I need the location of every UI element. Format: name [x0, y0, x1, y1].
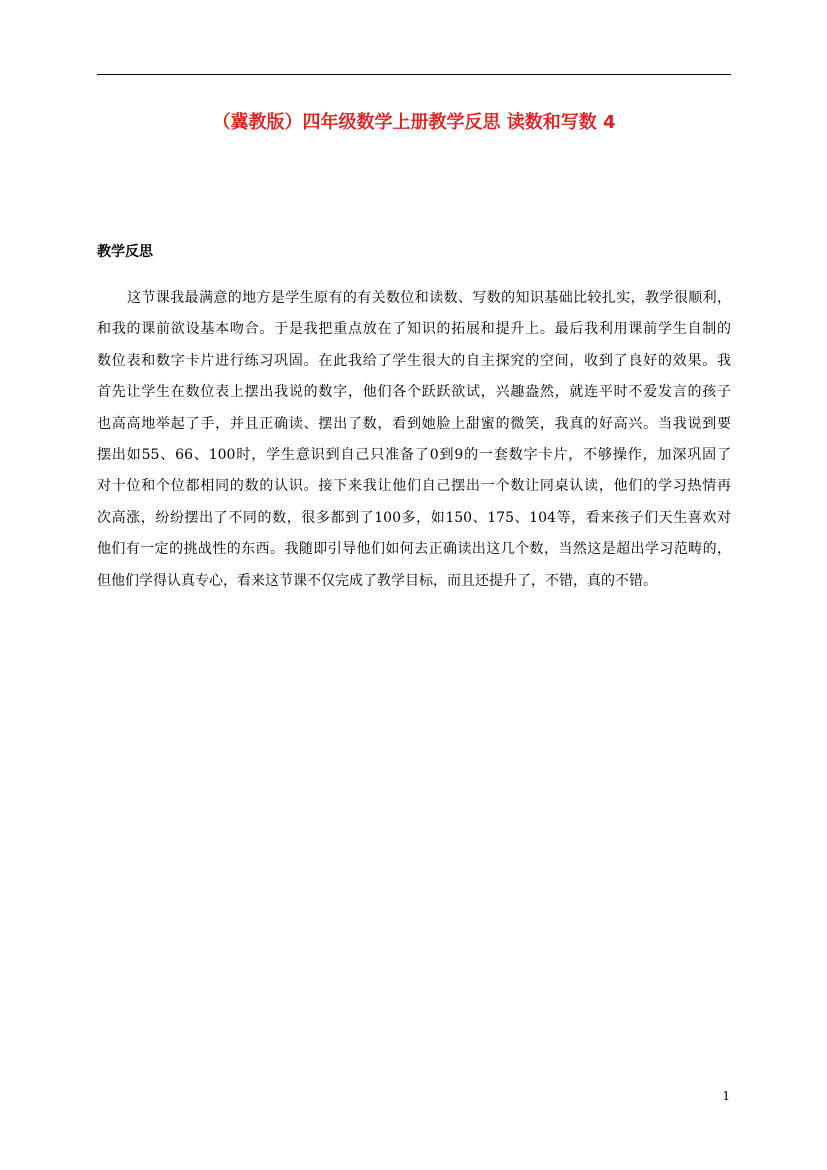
paragraph-line: 也高高地举起了手，并且正确读、摆出了数，看到她脸上甜蜜的微笑，我真的好高兴。当我说到要 [97, 415, 731, 432]
paragraph-line: 这节课我最满意的地方是学生原有的有关数位和读数、写数的知识基础比较扎实，教学很顺利， [127, 290, 731, 306]
paragraph-line: 他们有一定的挑战性的东西。我随即引导他们如何去正确读出这几个数，当然这是超出学习范畴的， [97, 541, 731, 558]
page-number: 1 [722, 1089, 730, 1103]
paragraph-line: 首先让学生在数位表上摆出我说的数字，他们各个跃跃欲试，兴趣盎然，就连平时不爱发言的孩子 [97, 384, 731, 401]
paragraph-line: 摆出如55、66、100时，学生意识到自己只准备了0到9的一套数字卡片，不够操作，加深巩固了 [97, 447, 731, 464]
paragraph-line: 对十位和个位都相同的数的认识。接下来我让他们自己摆出一个数让同桌认读，他们的学习热情再 [97, 478, 731, 495]
paragraph-line: 和我的课前欲设基本吻合。于是我把重点放在了知识的拓展和提升上。最后我利用课前学生自制的 [97, 321, 731, 338]
paragraph-line: 次高涨，纷纷摆出了不同的数，很多都到了100多，如150、175、104等，看来孩子们天生喜欢对 [97, 509, 731, 526]
section-heading: 教学反思 [97, 244, 153, 260]
paragraph-line: 但他们学得认真专心，看来这节课不仅完成了教学目标，而且还提升了，不错，真的不错。 [97, 572, 657, 589]
reflection-paragraph [97, 283, 731, 597]
paragraph-line: 数位表和数字卡片进行练习巩固。在此我给了学生很大的自主探究的空间，收到了良好的效果。我 [97, 352, 731, 369]
document-title: （冀教版）四年级数学上册教学反思 读数和写数 4 [212, 112, 616, 133]
header-rule [97, 74, 731, 75]
